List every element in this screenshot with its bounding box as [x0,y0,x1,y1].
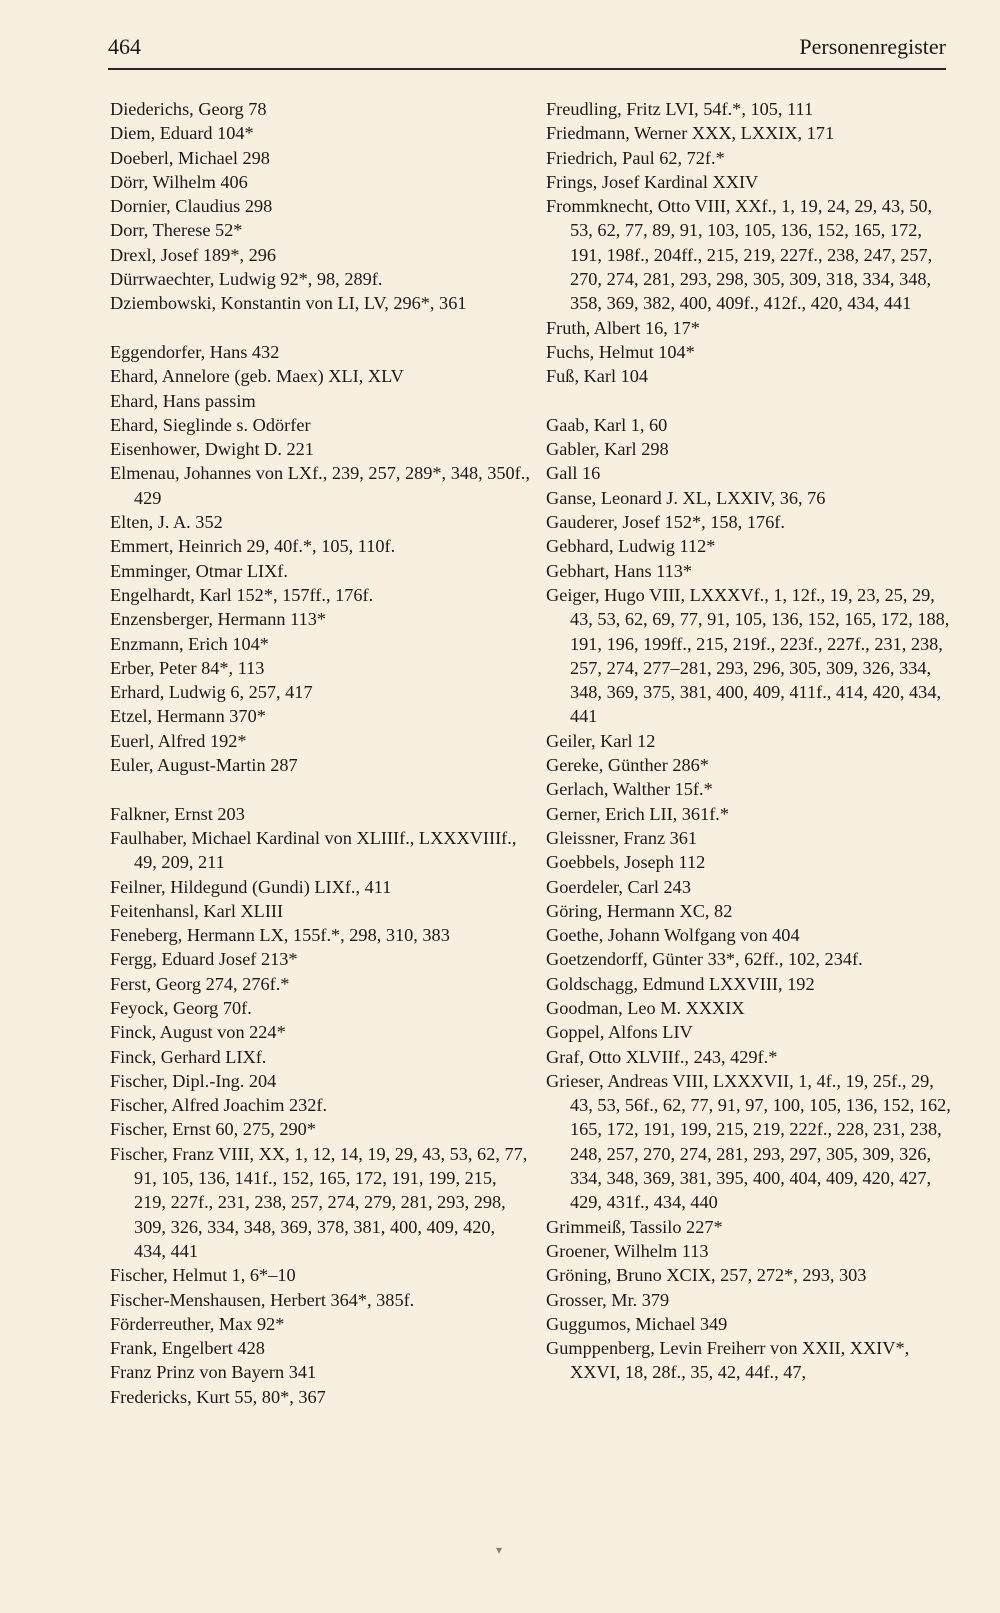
index-entry: Falkner, Ernst 203 [110,803,245,824]
index-entry: Gröning, Bruno XCIX, 257, 272*, 293, 303 [546,1265,867,1286]
index-entry: Dörr, Wilhelm 406 [110,171,248,192]
index-entry: Förderreuther, Max 92* [110,1313,285,1334]
index-entry: Geiler, Karl 12 [546,730,656,751]
index-entry: Grimmeiß, Tassilo 227* [546,1216,723,1237]
index-entry: Dürrwaechter, Ludwig 92*, 98, 289f. [110,269,383,290]
index-entry: Etzel, Hermann 370* [110,706,266,727]
letter-section-gap [110,777,530,801]
index-entry: Gumppenberg, Levin Freiherr von XXII, XXIV*, XXVI, 18, 28f., 35, 42, 44f., 47, [546,1338,910,1383]
index-entry: Ferst, Georg 274, 276f.* [110,973,290,994]
index-entry: Goodman, Leo M. XXXIX [546,997,745,1018]
index-entry: Geiger, Hugo VIII, LXXXVf., 1, 12f., 19, 23, 25, 29, 43, 53, 62, 69, 77, 91, 105, 136, 152, 165, 172, 188, 191, 196, 199ff., 215, 219f., 223f., 227f., 231, 238, 257, 274, 277–281, 293, 296, 305, 309, 326, 334, 348, 369, 375, 381, 400, 409, 411f., 414, 420, 434, 441 [546,584,950,727]
index-entry: Fischer, Franz VIII, XX, 1, 12, 14, 19, 29, 43, 53, 62, 77, 91, 105, 136, 141f., 152, 165, 172, 191, 199, 215, 219, 227f., 231, 238, 257, 274, 279, 281, 293, 298, 309, 326, 334, 348, 369, 378, 381, 400, 409, 420, 434, 441 [110,1143,528,1261]
index-entry: Gerlach, Walther 15f.* [546,779,713,800]
index-entry: Friedrich, Paul 62, 72f.* [546,147,725,168]
index-entry: Feitenhansl, Karl XLIII [110,900,284,921]
index-entry: Goetzendorff, Günter 33*, 62ff., 102, 234f. [546,949,863,970]
index-entry: Gall 16 [546,463,601,484]
index-column-left [110,97,530,1409]
index-entry: Finck, August von 224* [110,1022,286,1043]
index-entry: Drexl, Josef 189*, 296 [110,244,277,265]
index-entry: Grieser, Andreas VIII, LXXXVII, 1, 4f., 19, 25f., 29, 43, 53, 56f., 62, 77, 91, 97, 100, 105, 136, 152, 162, 165, 172, 191, 199, 215, 219, 222f., 228, 231, 238, 248, 257, 270, 274, 281, 293, 297, 305, 309, 326, 334, 348, 369, 381, 395, 400, 404, 409, 420, 427, 429, 431f., 434, 440 [546,1070,951,1213]
index-entry: Freudling, Fritz LVI, 54f.*, 105, 111 [546,99,814,119]
index-entry: Elten, J. A. 352 [110,512,223,533]
index-entry: Fischer-Menshausen, Herbert 364*, 385f. [110,1289,415,1310]
index-entry: Enzmann, Erich 104* [110,633,269,654]
index-entry: Diem, Eduard 104* [110,123,254,144]
page-speck: ▾ [496,1543,503,1557]
index-entry: Dornier, Claudius 298 [110,196,273,217]
index-entry: Frommknecht, Otto VIII, XXf., 1, 19, 24, 29, 43, 50, 53, 62, 77, 89, 91, 103, 105, 136, 152, 165, 172, 191, 198f., 204ff., 215, 219, 227f., 238, 247, 257, 270, 274, 281, 293, 298, 305, 309, 318, 334, 348, 358, 369, 382, 400, 409f., 412f., 420, 434, 441 [546,196,933,314]
index-entry: Doeberl, Michael 298 [110,147,270,168]
index-entry: Grosser, Mr. 379 [546,1289,670,1310]
index-entry: Eggendorfer, Hans 432 [110,341,280,362]
index-entry: Gereke, Günther 286* [546,755,709,776]
index-entry: Feilner, Hildegund (Gundi) LIXf., 411 [110,876,392,897]
index-entry: Frings, Josef Kardinal XXIV [546,171,759,192]
index-entry: Gebhard, Ludwig 112* [546,536,716,557]
index-entry: Finck, Gerhard LIXf. [110,1046,267,1067]
index-entry: Fischer, Helmut 1, 6*–10 [110,1265,296,1286]
index-entry: Goppel, Alfons LIV [546,1022,693,1043]
index-entry: Gleissner, Franz 361 [546,827,698,848]
index-entry: Faulhaber, Michael Kardinal von XLIIIf., LXXXVIIIf., 49, 209, 211 [110,827,517,873]
index-entry: Dorr, Therese 52* [110,220,243,241]
index-entry: Fruth, Albert 16, 17* [546,317,700,338]
index-entry: Erhard, Ludwig 6, 257, 417 [110,682,313,703]
index-entry: Diederichs, Georg 78 [110,99,267,119]
index-entry: Dziembowski, Konstantin von LI, LV, 296*, 361 [110,293,467,314]
index-entry: Gabler, Karl 298 [546,439,669,460]
page-header [108,30,946,70]
running-head: Personenregister [799,34,946,59]
index-entry: Euler, August-Martin 287 [110,755,298,776]
letter-section-gap [110,316,530,340]
index-entry: Emmert, Heinrich 29, 40f.*, 105, 110f. [110,536,396,557]
index-entry: Feneberg, Hermann LX, 155f.*, 298, 310, 383 [110,925,450,946]
index-entry: Ehard, Annelore (geb. Maex) XLI, XLV [110,366,404,387]
index-entry: Fischer, Alfred Joachim 232f. [110,1095,328,1116]
index-entry: Franz Prinz von Bayern 341 [110,1362,317,1383]
index-entry: Fuchs, Helmut 104* [546,341,695,362]
index-entry: Groener, Wilhelm 113 [546,1240,709,1261]
index-entry: Gebhart, Hans 113* [546,560,693,581]
index-entry: Erber, Peter 84*, 113 [110,657,265,678]
index-entry: Göring, Hermann XC, 82 [546,900,733,921]
index-entry: Gauderer, Josef 152*, 158, 176f. [546,512,785,533]
index-entry: Ganse, Leonard J. XL, LXXIV, 36, 76 [546,487,826,508]
index-entry: Goerdeler, Carl 243 [546,876,691,897]
index-entry: Fischer, Ernst 60, 275, 290* [110,1119,316,1140]
index-column-right [546,97,956,1385]
index-entry: Emminger, Otmar LIXf. [110,560,288,581]
index-entry: Fergg, Eduard Josef 213* [110,949,298,970]
page-number: 464 [108,34,141,59]
index-entry: Gaab, Karl 1, 60 [546,414,668,435]
index-entry: Fredericks, Kurt 55, 80*, 367 [110,1386,326,1407]
index-entry: Fuß, Karl 104 [546,366,649,387]
index-entry: Feyock, Georg 70f. [110,997,252,1018]
index-entry: Gerner, Erich LII, 361f.* [546,803,730,824]
index-entry: Friedmann, Werner XXX, LXXIX, 171 [546,123,835,144]
index-entry: Elmenau, Johannes von LXf., 239, 257, 289*, 348, 350f., 429 [110,463,530,508]
letter-section-gap [546,389,956,413]
index-entry: Ehard, Sieglinde s. Odörfer [110,414,311,435]
index-entry: Engelhardt, Karl 152*, 157ff., 176f. [110,584,374,605]
index-entry: Frank, Engelbert 428 [110,1338,265,1359]
index-entry: Eisenhower, Dwight D. 221 [110,439,314,460]
index-entry: Enzensberger, Hermann 113* [110,609,327,630]
index-entry: Euerl, Alfred 192* [110,730,247,751]
index-entry: Guggumos, Michael 349 [546,1313,728,1334]
index-entry: Graf, Otto XLVIIf., 243, 429f.* [546,1046,778,1067]
index-entry: Ehard, Hans passim [110,390,256,411]
index-entry: Goebbels, Joseph 112 [546,852,706,873]
index-entry: Goethe, Johann Wolfgang von 404 [546,925,800,946]
index-entry: Goldschagg, Edmund LXXVIII, 192 [546,973,815,994]
index-entry: Fischer, Dipl.-Ing. 204 [110,1070,277,1091]
